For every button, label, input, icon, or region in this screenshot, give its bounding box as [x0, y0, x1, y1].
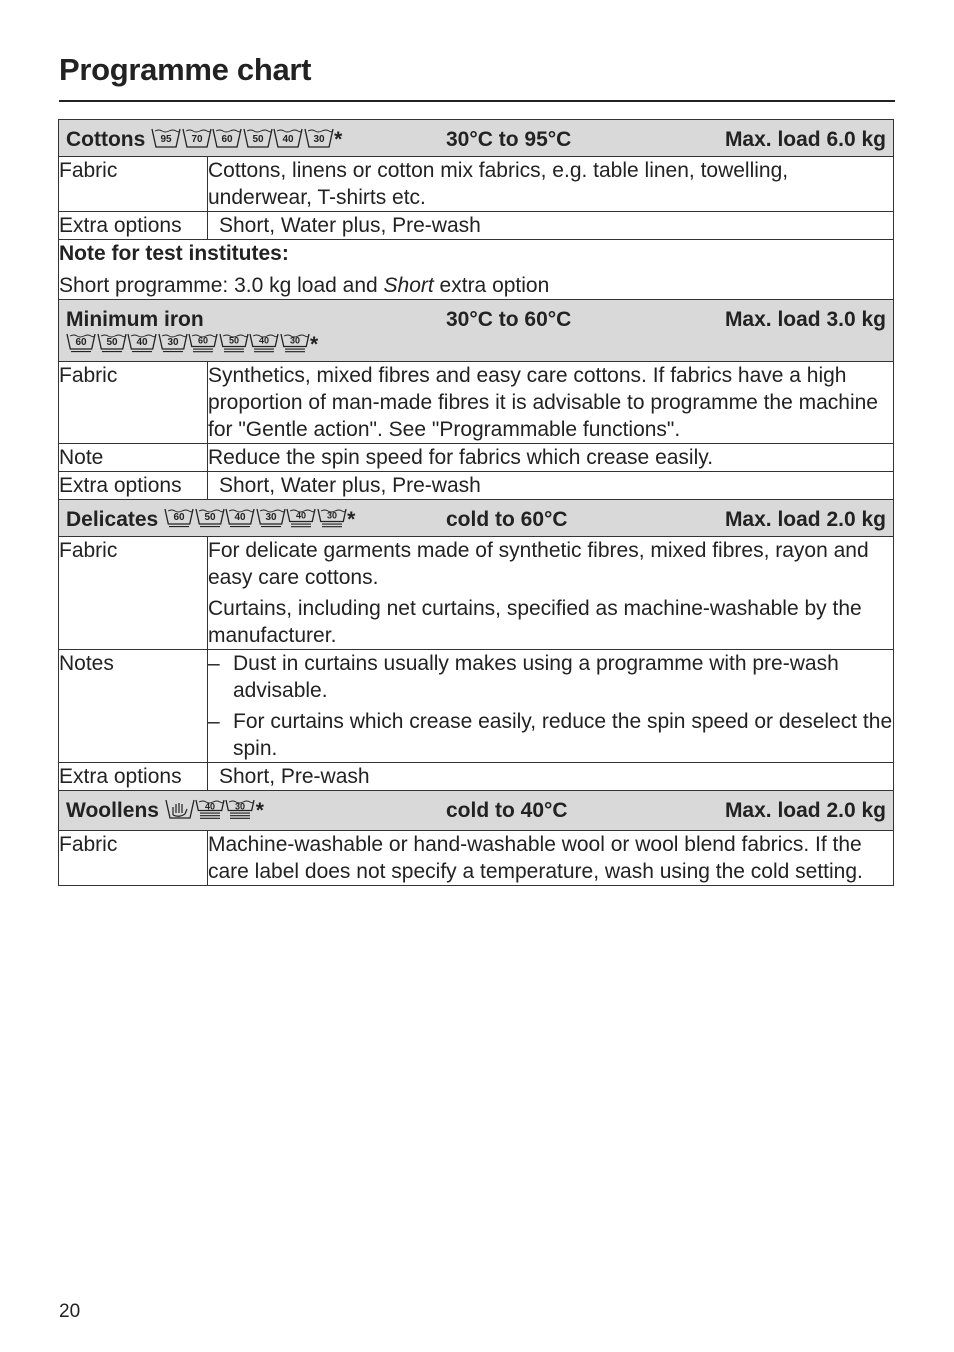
row-label: Fabric [59, 831, 208, 886]
wash-tub-icon [317, 507, 347, 529]
wash-tub-icon [195, 798, 225, 820]
list-item: – For curtains which crease easily, reduce the spin speed or deselect the spin. [208, 710, 893, 760]
wash-temperature-label: 30 [313, 134, 325, 145]
test-note-heading: Note for test institutes: [59, 242, 289, 265]
hand-wash-icon [165, 798, 195, 827]
wash-temperature-label: 40 [234, 512, 246, 523]
wash-temperature-label: 70 [191, 134, 203, 145]
table-row [59, 212, 894, 240]
asterisk: * [347, 508, 356, 531]
wash-temperature-label: 50 [105, 337, 118, 348]
wash-tub-icon [188, 332, 218, 354]
wash-temperature-label: 40 [282, 134, 294, 145]
wash-temperature-label: 40 [204, 801, 215, 812]
wash-tub-icon [182, 127, 212, 149]
section-header-woollens [59, 791, 894, 831]
table-row [59, 472, 894, 500]
paragraph: Curtains, including net curtains, specified as machine-washable by the manufacturer. [208, 597, 862, 647]
dash-bullet: – [208, 652, 220, 675]
wash-symbols [66, 333, 310, 356]
wash-tub-icon [304, 127, 334, 149]
programme-name: Delicates [66, 508, 159, 531]
wash-temperature-label: 40 [136, 337, 148, 348]
row-value: Machine-washable or hand-washable wool or wool blend fabrics. If the care label does not specify a temperature, wash using the cold setting. [208, 831, 894, 886]
wash-temperature-label: 60 [221, 134, 233, 145]
row-value: Short, Water plus, Pre-wash [208, 472, 894, 500]
wash-symbols [164, 508, 347, 531]
table-row [59, 537, 894, 650]
wash-temperature-label: 30 [166, 337, 179, 348]
wash-tub-icon [127, 332, 157, 354]
table-row [59, 362, 894, 444]
wash-temperature-label: 30 [265, 512, 277, 523]
row-value [208, 650, 894, 763]
row-value: Reduce the spin speed for fabrics which crease easily. [208, 444, 894, 472]
page-title: Programme chart [59, 52, 312, 87]
wash-temperature-label: 30 [289, 335, 300, 346]
table-row [59, 650, 894, 763]
max-load: Max. load 6.0 kg [724, 128, 886, 151]
temperature-range: 30°C to 95°C [446, 128, 572, 151]
notes-list [208, 650, 893, 762]
wash-tub-icon [249, 332, 279, 354]
wash-tub-icon [195, 507, 225, 529]
wash-tub-icon [286, 507, 316, 529]
programme-name: Cottons [66, 128, 146, 151]
wash-tub-icon [164, 507, 194, 529]
table-row [59, 157, 894, 212]
wash-temperature-label: 40 [258, 335, 270, 346]
wash-temperature-label: 40 [296, 510, 307, 521]
test-note-row [59, 240, 894, 300]
row-label: Extra options [59, 763, 208, 791]
row-value: Cottons, linens or cotton mix fabrics, e.g. table linen, towelling, underwear, T-shirts etc. [208, 157, 894, 212]
wash-temperature-label: 60 [173, 512, 185, 523]
wash-tub-icon [280, 332, 310, 354]
table-row [59, 831, 894, 886]
asterisk: * [255, 799, 264, 822]
programme-name: Woollens [66, 799, 159, 822]
wash-temperature-label: 95 [160, 134, 172, 145]
temperature-range: 30°C to 60°C [446, 308, 572, 331]
programme-name: Minimum iron [66, 308, 204, 331]
wash-tub-icon [66, 332, 96, 354]
wash-temperature-label: 50 [252, 134, 264, 145]
temperature-range: cold to 60°C [446, 508, 568, 531]
row-value: Short, Water plus, Pre-wash [208, 212, 894, 240]
table-row [59, 444, 894, 472]
wash-tub-icon [243, 127, 273, 149]
temperature-range: cold to 40°C [446, 799, 568, 822]
wash-symbols [195, 799, 256, 822]
row-label: Notes [59, 650, 208, 763]
row-label: Fabric [59, 362, 208, 444]
wash-temperature-label: 50 [228, 335, 239, 346]
wash-tub-icon [151, 127, 181, 149]
section-header-delicates [59, 500, 894, 537]
row-label: Note [59, 444, 208, 472]
wash-temperature-label: 50 [204, 512, 216, 523]
row-label: Fabric [59, 157, 208, 212]
max-load: Max. load 3.0 kg [724, 308, 886, 331]
page-number: 20 [59, 1301, 81, 1322]
asterisk: * [334, 128, 343, 151]
wash-tub-icon [256, 507, 286, 529]
wash-temperature-label: 30 [326, 510, 337, 521]
section-header-cottons [59, 120, 894, 157]
paragraph: For delicate garments made of synthetic fibres, mixed fibres, rayon and easy care cottons. [208, 539, 869, 589]
max-load: Max. load 2.0 kg [724, 799, 886, 822]
row-value: Synthetics, mixed fibres and easy care cottons. If fabrics have a high proportion of man-made fibres it is advisable to programme the machine for "Gentle action". See "Programmable functions". [208, 362, 894, 444]
list-item: – Dust in curtains usually makes using a programme with pre-wash advisable. [208, 652, 839, 702]
wash-tub-icon [212, 127, 242, 149]
row-value [208, 537, 894, 650]
wash-tub-icon [273, 127, 303, 149]
max-load: Max. load 2.0 kg [724, 508, 886, 531]
asterisk: * [310, 333, 319, 356]
wash-symbols [151, 128, 334, 151]
row-value: Short, Pre-wash [208, 763, 894, 791]
programme-table [58, 119, 894, 886]
test-note-body: Short programme: 3.0 kg load and Short extra option [59, 274, 550, 297]
wash-temperature-label: 60 [75, 337, 87, 348]
wash-temperature-label: 30 [235, 801, 246, 812]
wash-tub-icon [219, 332, 249, 354]
wash-tub-icon [97, 332, 127, 354]
row-label: Extra options [59, 472, 208, 500]
wash-temperature-label: 60 [197, 335, 209, 346]
wash-tub-icon [225, 798, 255, 820]
row-label: Extra options [59, 212, 208, 240]
title-divider [59, 100, 895, 102]
section-header-minimum-iron [59, 300, 894, 362]
wash-tub-icon [225, 507, 255, 529]
row-label: Fabric [59, 537, 208, 650]
dash-bullet: – [208, 710, 220, 733]
wash-tub-icon [158, 332, 188, 354]
table-row [59, 763, 894, 791]
